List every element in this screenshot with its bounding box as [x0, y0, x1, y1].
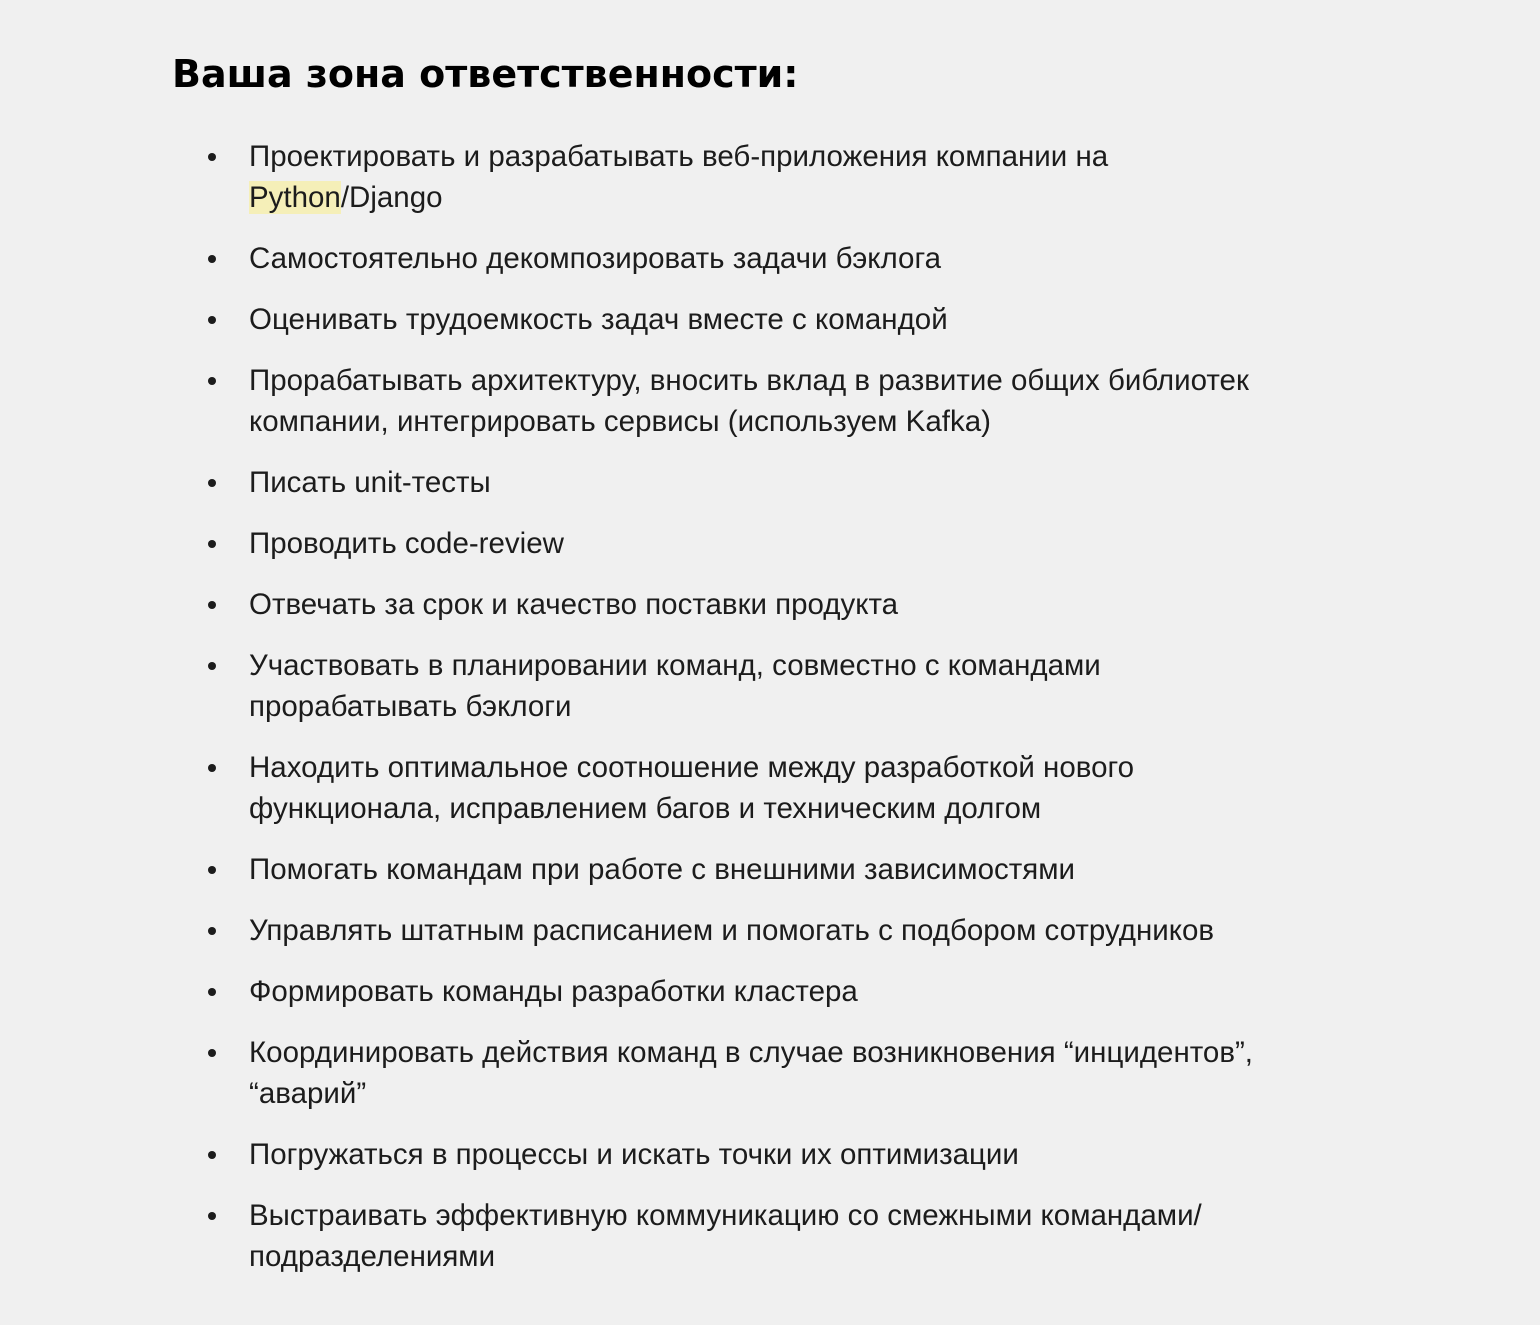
list-item: [172, 462, 1349, 503]
item-text: Находить оптимальное соотношение между разработкой нового: [249, 751, 1135, 784]
item-text: Прорабатывать архитектуру, вносить вклад в развитие общих библиотек: [249, 364, 1249, 397]
item-text: Погружаться в процессы и искать точки их оптимизации: [249, 1138, 1019, 1171]
bullet-icon: [208, 927, 216, 935]
item-text: “аварий”: [249, 1077, 367, 1110]
bullet-icon: [208, 316, 216, 324]
bullet-icon: [208, 662, 216, 670]
list-item: [172, 299, 1349, 340]
item-text: Участвовать в планировании команд, совместно с командами: [249, 649, 1101, 682]
item-text: Проектировать и разрабатывать веб-приложения компании на: [249, 140, 1109, 173]
item-text: Формировать команды разработки кластера: [249, 975, 858, 1008]
bullet-icon: [208, 866, 216, 874]
bullet-icon: [208, 988, 216, 996]
bullet-icon: [208, 377, 216, 385]
item-text: Оценивать трудоемкость задач вместе с командой: [249, 303, 948, 336]
item-text: Проводить code-review: [249, 527, 564, 560]
responsibilities-list: [172, 136, 1349, 1277]
list-item: [172, 136, 1349, 218]
item-text: прорабатывать бэклоги: [249, 690, 572, 723]
list-item: [172, 645, 1349, 727]
item-text: подразделениями: [249, 1240, 496, 1273]
list-item: [172, 971, 1349, 1012]
list-item: [172, 1134, 1349, 1175]
bullet-icon: [208, 479, 216, 487]
list-item: [172, 360, 1349, 442]
bullet-icon: [208, 601, 216, 609]
document: [172, 48, 1372, 1273]
highlighted-text: Python: [249, 181, 341, 214]
section-heading: Ваша зона ответственности:: [172, 52, 799, 96]
bullet-icon: [208, 1212, 216, 1220]
list-item: [172, 849, 1349, 890]
item-text: Координировать действия команд в случае возникновения “инцидентов”,: [249, 1036, 1254, 1069]
item-text: Помогать командам при работе с внешними зависимостями: [249, 853, 1075, 886]
item-text: функционала, исправлением багов и техническим долгом: [249, 792, 1042, 825]
item-text: Самостоятельно декомпозировать задачи бэклога: [249, 242, 941, 275]
list-item: [172, 584, 1349, 625]
item-text: Управлять штатным расписанием и помогать с подбором сотрудников: [249, 914, 1215, 947]
bullet-icon: [208, 1151, 216, 1159]
list-item: [172, 523, 1349, 564]
item-text: Писать unit-тесты: [249, 466, 491, 499]
item-text: Выстраивать эффективную коммуникацию со смежными командами/: [249, 1199, 1202, 1232]
bullet-icon: [208, 153, 216, 161]
bullet-icon: [208, 764, 216, 772]
list-item: [172, 238, 1349, 279]
bullet-icon: [208, 540, 216, 548]
list-item: [172, 747, 1349, 829]
bullet-icon: [208, 255, 216, 263]
list-item: [172, 1032, 1349, 1114]
list-item: [172, 910, 1349, 951]
item-text: Отвечать за срок и качество поставки продукта: [249, 588, 899, 621]
list-item: [172, 1195, 1349, 1277]
item-text: /Django: [340, 181, 443, 214]
item-text: компании, интегрировать сервисы (используем Kafka): [249, 405, 991, 438]
bullet-icon: [208, 1049, 216, 1057]
